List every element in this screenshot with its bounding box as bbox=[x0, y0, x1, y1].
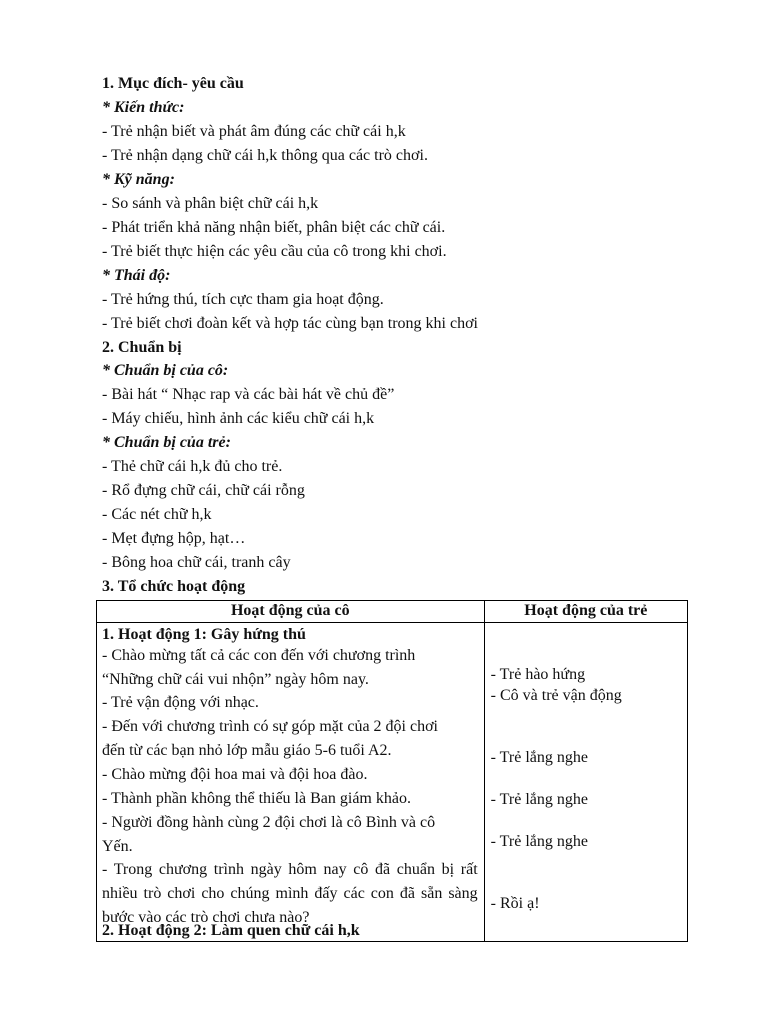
child-activity-line: - Trẻ hào hứng bbox=[490, 666, 586, 683]
teacher-activity-line: - Chào mừng tất cả các con đến với chương trình bbox=[102, 647, 416, 664]
activity-1-heading: 1. Hoạt động 1: Gây hứng thú bbox=[102, 626, 306, 643]
teacher-activities-cell bbox=[97, 623, 485, 942]
table-header-row bbox=[97, 601, 688, 623]
attitude-title: * Thái độ: bbox=[102, 267, 171, 284]
section-2-heading: 2. Chuẩn bị bbox=[102, 339, 182, 356]
child-activities-cell bbox=[484, 623, 687, 942]
children-prep-item: - Thẻ chữ cái h,k đủ cho trẻ. bbox=[102, 458, 283, 475]
child-activity-line: - Trẻ lắng nghe bbox=[490, 833, 588, 850]
section-1-heading: 1. Mục đích- yêu cầu bbox=[102, 75, 244, 92]
teacher-activity-paragraph: - Trong chương trình ngày hôm nay cô đã chuẩn bị rất nhiều trò chơi cho chúng mình đấy các con đã sẵn sàng bước vào các trò chơi chưa nào? bbox=[102, 861, 478, 926]
teacher-prep-title: * Chuẩn bị của cô: bbox=[102, 362, 229, 379]
teacher-prep-item: - Máy chiếu, hình ảnh các kiểu chữ cái h,k bbox=[102, 410, 375, 427]
teacher-activity-line: “Những chữ cái vui nhộn” ngày hôm nay. bbox=[102, 671, 369, 688]
skills-item: - Phát triển khả năng nhận biết, phân biệt các chữ cái. bbox=[102, 219, 446, 236]
teacher-column-header: Hoạt động của cô bbox=[97, 601, 485, 623]
teacher-activity-line: đến từ các bạn nhỏ lớp mẫu giáo 5-6 tuổi A2. bbox=[102, 742, 392, 759]
table-row bbox=[97, 623, 688, 942]
skills-item: - So sánh và phân biệt chữ cái h,k bbox=[102, 195, 319, 212]
activity-2-heading: 2. Hoạt động 2: Làm quen chữ cái h,k bbox=[102, 922, 360, 939]
section-3-heading: 3. Tổ chức hoạt động bbox=[102, 578, 246, 595]
children-prep-title: * Chuẩn bị của trẻ: bbox=[102, 434, 231, 451]
skills-title: * Kỹ năng: bbox=[102, 171, 175, 188]
knowledge-title: * Kiến thức: bbox=[102, 99, 185, 116]
teacher-activity-line: - Thành phần không thể thiếu là Ban giám khảo. bbox=[102, 790, 411, 807]
activity-table bbox=[96, 600, 688, 942]
knowledge-item: - Trẻ nhận biết và phát âm đúng các chữ cái h,k bbox=[102, 123, 406, 140]
child-activity-line: - Cô và trẻ vận động bbox=[490, 687, 622, 704]
teacher-activity-line: Yến. bbox=[102, 838, 133, 855]
child-activity-line: - Rồi ạ! bbox=[490, 895, 540, 912]
child-activity-line: - Trẻ lắng nghe bbox=[490, 749, 588, 766]
skills-item: - Trẻ biết thực hiện các yêu cầu của cô trong khi chơi. bbox=[102, 243, 447, 260]
child-column-header: Hoạt động của trẻ bbox=[484, 601, 687, 623]
teacher-activity-line: - Đến với chương trình có sự góp mặt của 2 đội chơi bbox=[102, 718, 438, 735]
attitude-item: - Trẻ hứng thú, tích cực tham gia hoạt động. bbox=[102, 291, 384, 308]
teacher-prep-item: - Bài hát “ Nhạc rap và các bài hát về chủ đề” bbox=[102, 386, 395, 403]
children-prep-item: - Các nét chữ h,k bbox=[102, 506, 212, 523]
teacher-activity-line: - Trẻ vận động với nhạc. bbox=[102, 694, 259, 711]
children-prep-item: - Bông hoa chữ cái, tranh cây bbox=[102, 554, 291, 571]
teacher-activity-line: - Người đồng hành cùng 2 đội chơi là cô Bình và cô bbox=[102, 814, 436, 831]
child-activity-line: - Trẻ lắng nghe bbox=[490, 791, 588, 808]
attitude-item: - Trẻ biết chơi đoàn kết và hợp tác cùng bạn trong khi chơi bbox=[102, 315, 478, 332]
knowledge-item: - Trẻ nhận dạng chữ cái h,k thông qua các trò chơi. bbox=[102, 147, 428, 164]
children-prep-item: - Mẹt đựng hộp, hạt… bbox=[102, 530, 246, 547]
children-prep-item: - Rổ đựng chữ cái, chữ cái rỗng bbox=[102, 482, 305, 499]
teacher-activity-line: - Chào mừng đội hoa mai và đội hoa đào. bbox=[102, 766, 368, 783]
